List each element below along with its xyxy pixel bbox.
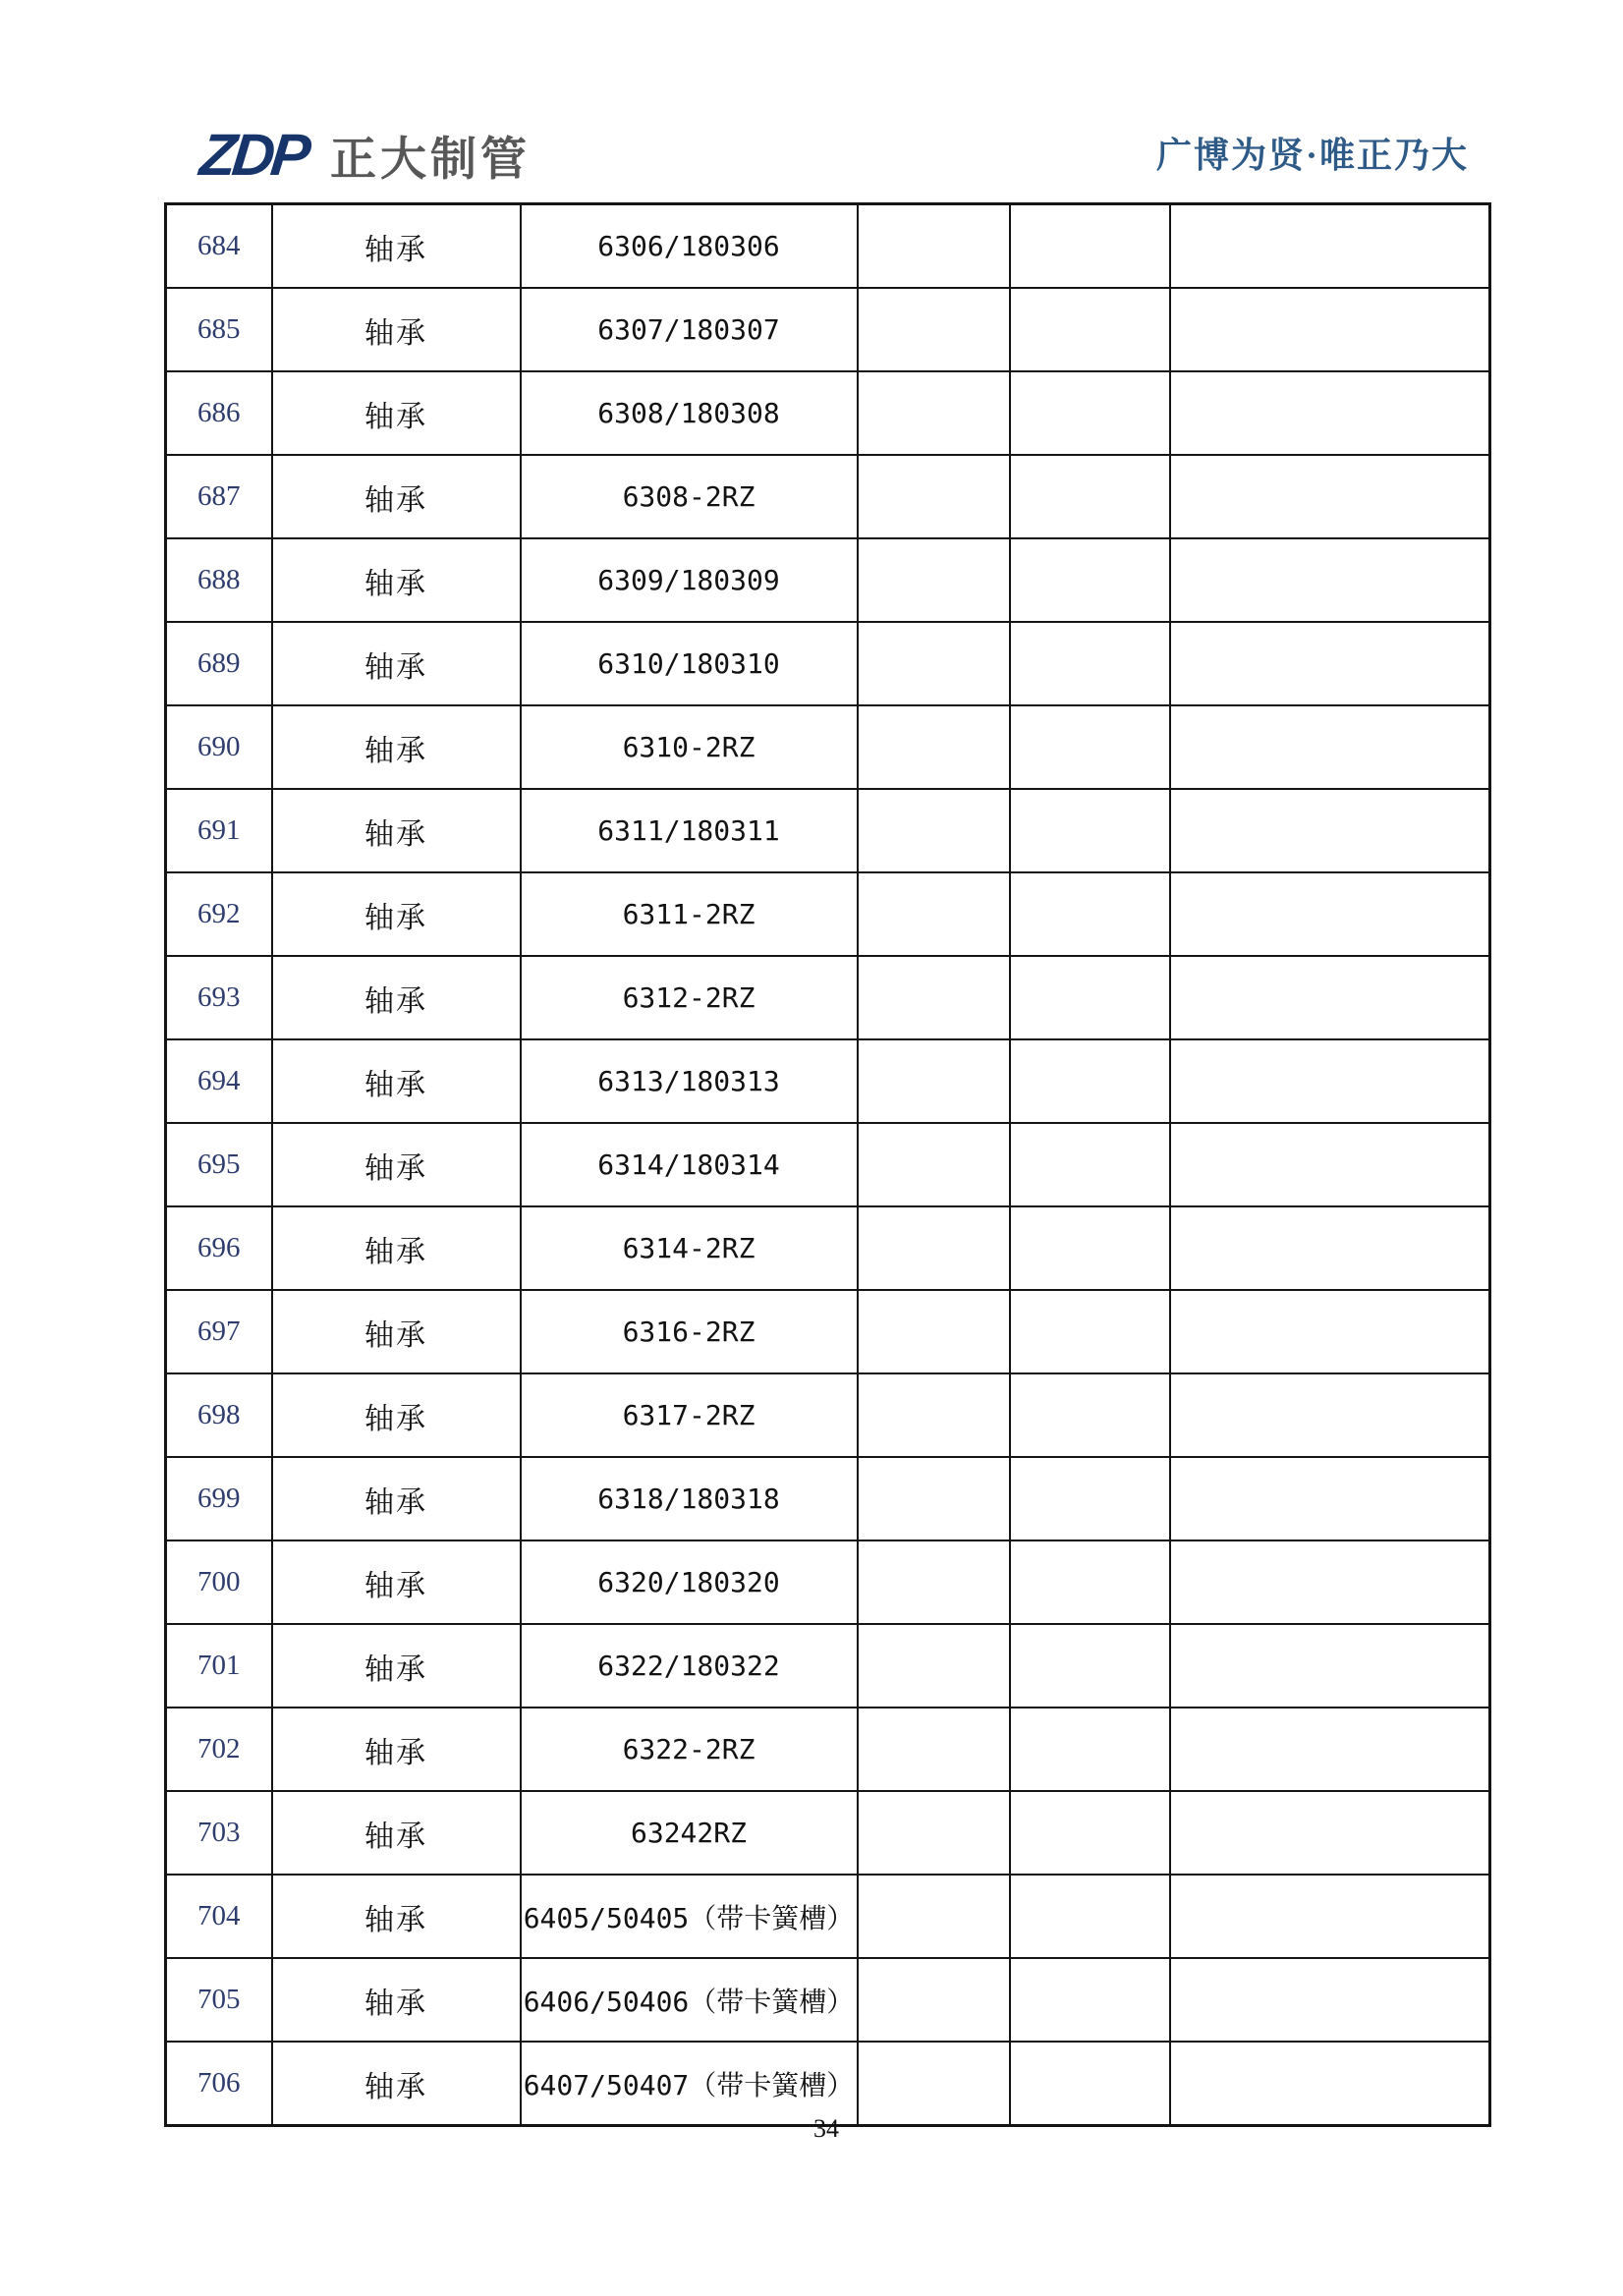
row-number-cell: 688 [166,538,272,622]
part-name-cell: 轴承 [272,371,521,455]
empty-cell-1 [858,1875,1010,1958]
empty-cell-3 [1170,1791,1490,1875]
part-name-cell: 轴承 [272,455,521,538]
empty-cell-2 [1010,1290,1170,1373]
empty-cell-1 [858,1791,1010,1875]
empty-cell-2 [1010,538,1170,622]
table-row [166,2042,1490,2126]
empty-cell-2 [1010,1039,1170,1123]
spec-cell: 6314/180314 [521,1123,858,1206]
table-row [166,1039,1490,1123]
empty-cell-1 [858,789,1010,872]
part-name-cell: 轴承 [272,1791,521,1875]
empty-cell-3 [1170,872,1490,956]
row-number-cell: 705 [166,1958,272,2042]
empty-cell-3 [1170,538,1490,622]
row-number-cell: 693 [166,956,272,1039]
table-row [166,1290,1490,1373]
table-row [166,1540,1490,1624]
empty-cell-2 [1010,1123,1170,1206]
spec-cell: 6316-2RZ [521,1290,858,1373]
row-number-cell: 689 [166,622,272,705]
row-number-cell: 700 [166,1540,272,1624]
parts-table-body [166,204,1490,2126]
empty-cell-2 [1010,1624,1170,1708]
row-number-cell: 696 [166,1206,272,1290]
empty-cell-3 [1170,204,1490,289]
empty-cell-1 [858,1540,1010,1624]
empty-cell-3 [1170,1624,1490,1708]
empty-cell-3 [1170,956,1490,1039]
part-name-cell: 轴承 [272,705,521,789]
empty-cell-1 [858,371,1010,455]
spec-cell: 6306/180306 [521,204,858,289]
row-number-cell: 701 [166,1624,272,1708]
table-row [166,1708,1490,1791]
table-row [166,1457,1490,1540]
spec-cell: 6320/180320 [521,1540,858,1624]
row-number-cell: 695 [166,1123,272,1206]
part-name-cell: 轴承 [272,1624,521,1708]
empty-cell-1 [858,455,1010,538]
part-name-cell: 轴承 [272,956,521,1039]
table-row [166,1791,1490,1875]
empty-cell-1 [858,288,1010,371]
spec-cell: 6317-2RZ [521,1373,858,1457]
spec-cell: 6311/180311 [521,789,858,872]
empty-cell-2 [1010,371,1170,455]
empty-cell-1 [858,1457,1010,1540]
empty-cell-2 [1010,2042,1170,2126]
part-name-cell: 轴承 [272,1708,521,1791]
table-row [166,1875,1490,1958]
table-row [166,1123,1490,1206]
empty-cell-1 [858,1039,1010,1123]
part-name-cell: 轴承 [272,1373,521,1457]
part-name-cell: 轴承 [272,1457,521,1540]
part-name-cell: 轴承 [272,288,521,371]
spec-cell: 6405/50405（带卡簧槽） [521,1875,858,1958]
part-name-cell: 轴承 [272,1540,521,1624]
spec-cell: 6322-2RZ [521,1708,858,1791]
part-name-cell: 轴承 [272,204,521,289]
spec-cell: 6309/180309 [521,538,858,622]
spec-cell: 6407/50407（带卡簧槽） [521,2042,858,2126]
spec-cell: 6308-2RZ [521,455,858,538]
spec-cell: 6313/180313 [521,1039,858,1123]
empty-cell-3 [1170,1875,1490,1958]
row-number-cell: 685 [166,288,272,371]
empty-cell-1 [858,204,1010,289]
part-name-cell: 轴承 [272,1123,521,1206]
spec-cell: 6310-2RZ [521,705,858,789]
empty-cell-2 [1010,1206,1170,1290]
row-number-cell: 692 [166,872,272,956]
table-row [166,1206,1490,1290]
empty-cell-2 [1010,1457,1170,1540]
table-row [166,288,1490,371]
row-number-cell: 691 [166,789,272,872]
empty-cell-1 [858,2042,1010,2126]
part-name-cell: 轴承 [272,622,521,705]
table-row [166,705,1490,789]
part-name-cell: 轴承 [272,789,521,872]
empty-cell-2 [1010,1791,1170,1875]
empty-cell-1 [858,705,1010,789]
empty-cell-3 [1170,288,1490,371]
part-name-cell: 轴承 [272,2042,521,2126]
zdp-logo: ZDP [196,122,310,188]
spec-cell: 6312-2RZ [521,956,858,1039]
empty-cell-1 [858,1206,1010,1290]
empty-cell-1 [858,1373,1010,1457]
empty-cell-1 [858,538,1010,622]
row-number-cell: 690 [166,705,272,789]
table-row [166,622,1490,705]
empty-cell-1 [858,1123,1010,1206]
table-row [166,204,1490,289]
empty-cell-2 [1010,622,1170,705]
empty-cell-1 [858,1624,1010,1708]
empty-cell-2 [1010,1875,1170,1958]
part-name-cell: 轴承 [272,538,521,622]
empty-cell-1 [858,956,1010,1039]
empty-cell-1 [858,1708,1010,1791]
empty-cell-2 [1010,1540,1170,1624]
empty-cell-3 [1170,1123,1490,1206]
empty-cell-3 [1170,2042,1490,2126]
part-name-cell: 轴承 [272,1875,521,1958]
row-number-cell: 684 [166,204,272,289]
row-number-cell: 697 [166,1290,272,1373]
table-row [166,956,1490,1039]
empty-cell-3 [1170,622,1490,705]
table-row [166,1958,1490,2042]
empty-cell-2 [1010,288,1170,371]
empty-cell-1 [858,872,1010,956]
company-slogan: 广博为贤·唯正乃大 [1155,136,1469,175]
row-number-cell: 694 [166,1039,272,1123]
spec-cell: 6322/180322 [521,1624,858,1708]
spec-cell: 6308/180308 [521,371,858,455]
empty-cell-2 [1010,705,1170,789]
spec-cell: 6310/180310 [521,622,858,705]
spec-cell: 6311-2RZ [521,872,858,956]
table-row [166,538,1490,622]
empty-cell-3 [1170,1290,1490,1373]
empty-cell-2 [1010,789,1170,872]
company-name: 正大制管 [330,133,531,186]
empty-cell-3 [1170,1206,1490,1290]
empty-cell-3 [1170,455,1490,538]
empty-cell-1 [858,1290,1010,1373]
page-number: 34 [813,2114,839,2143]
page-header [0,122,1623,201]
parts-table [164,202,1491,2127]
empty-cell-3 [1170,1958,1490,2042]
row-number-cell: 698 [166,1373,272,1457]
empty-cell-3 [1170,1373,1490,1457]
row-number-cell: 687 [166,455,272,538]
empty-cell-3 [1170,1708,1490,1791]
empty-cell-1 [858,1958,1010,2042]
table-row [166,1624,1490,1708]
empty-cell-2 [1010,956,1170,1039]
empty-cell-3 [1170,371,1490,455]
part-name-cell: 轴承 [272,1039,521,1123]
empty-cell-2 [1010,1708,1170,1791]
empty-cell-2 [1010,1373,1170,1457]
empty-cell-1 [858,622,1010,705]
empty-cell-2 [1010,455,1170,538]
empty-cell-2 [1010,1958,1170,2042]
table-row [166,1373,1490,1457]
table-row [166,371,1490,455]
table-row [166,455,1490,538]
row-number-cell: 699 [166,1457,272,1540]
spec-cell: 6307/180307 [521,288,858,371]
empty-cell-3 [1170,705,1490,789]
spec-cell: 6318/180318 [521,1457,858,1540]
empty-cell-3 [1170,1457,1490,1540]
part-name-cell: 轴承 [272,1290,521,1373]
spec-cell: 6406/50406（带卡簧槽） [521,1958,858,2042]
empty-cell-2 [1010,204,1170,289]
row-number-cell: 686 [166,371,272,455]
brand-logo [196,122,531,188]
empty-cell-3 [1170,789,1490,872]
empty-cell-3 [1170,1039,1490,1123]
row-number-cell: 703 [166,1791,272,1875]
spec-cell: 6314-2RZ [521,1206,858,1290]
part-name-cell: 轴承 [272,872,521,956]
part-name-cell: 轴承 [272,1958,521,2042]
spec-cell: 63242RZ [521,1791,858,1875]
table-row [166,789,1490,872]
row-number-cell: 704 [166,1875,272,1958]
part-name-cell: 轴承 [272,1206,521,1290]
row-number-cell: 702 [166,1708,272,1791]
row-number-cell: 706 [166,2042,272,2126]
table-row [166,872,1490,956]
empty-cell-2 [1010,872,1170,956]
empty-cell-3 [1170,1540,1490,1624]
